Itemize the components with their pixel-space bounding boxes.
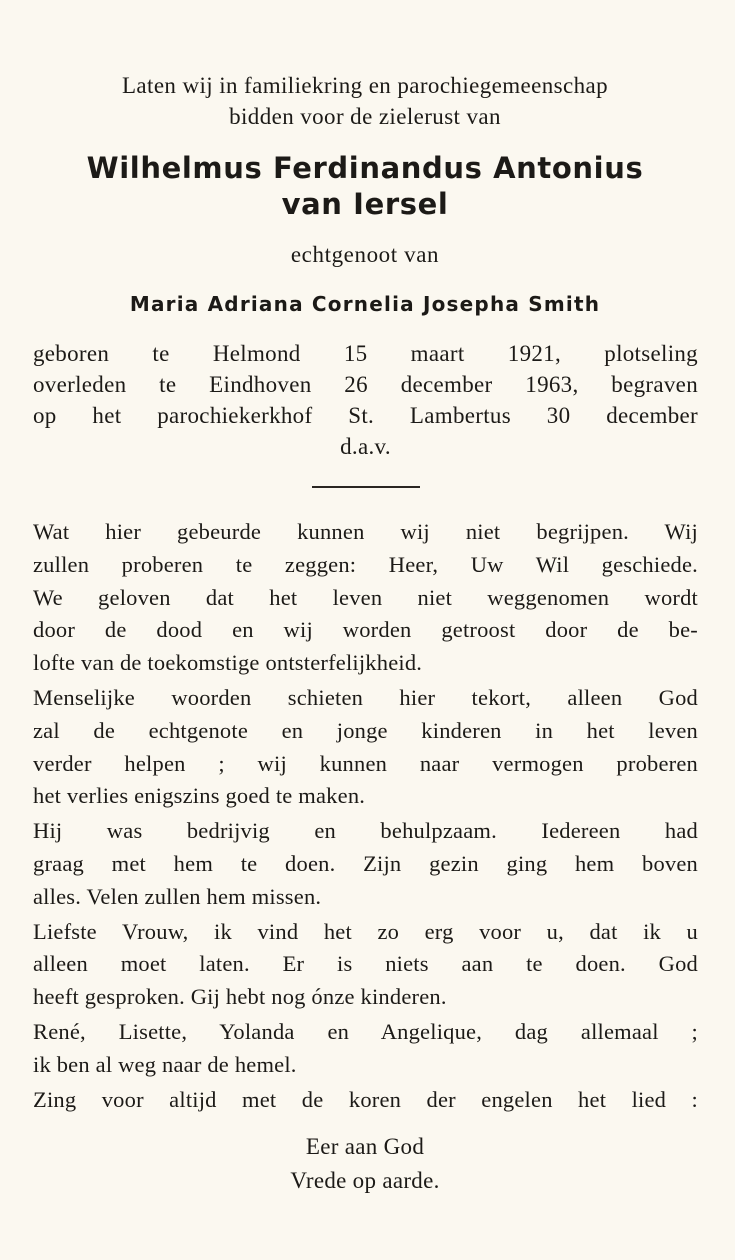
- text-line: Hij was bedrijvig en behulpzaam. Iedereen had: [33, 818, 698, 844]
- text-line: Zing voor altijd met de koren der engelen het lied :: [33, 1086, 698, 1112]
- life-details-line: op het parochiekerkhof St. Lambertus 30 december: [33, 403, 698, 428]
- divider: [312, 486, 420, 488]
- text-line: alleen moet laten. Er is niets aan te doen. God: [33, 951, 698, 977]
- text-line: het verlies enigszins goed te maken.: [33, 783, 366, 809]
- paragraph: [33, 1016, 698, 1082]
- text-line: heeft gesproken. Gij hebt nog ónze kinderen.: [33, 984, 447, 1010]
- paragraph: [33, 516, 698, 680]
- paragraph: [33, 1084, 698, 1117]
- text-line: verder helpen ; wij kunnen naar vermogen proberen: [33, 750, 698, 776]
- life-details-line: geboren te Helmond 15 maart 1921, plotseling: [33, 341, 698, 366]
- intro-line: bidden voor de zielerust van: [229, 104, 501, 129]
- text-line: zullen proberen te zeggen: Heer, Uw Wil geschiede.: [33, 551, 698, 577]
- closing-verse: [30, 1130, 700, 1198]
- text-line: zal de echtgenote en jonge kinderen in het leven: [33, 717, 698, 743]
- text-line: door de dood en wij worden getroost door de be-: [33, 617, 698, 643]
- paragraph: [33, 916, 698, 1014]
- life-details-line: d.a.v.: [340, 434, 391, 459]
- intro-text: [30, 70, 700, 132]
- text-line: Liefste Vrouw, ik vind het zo erg voor u, dat ik u: [33, 918, 698, 944]
- text-line: ik ben al weg naar de hemel.: [33, 1051, 297, 1077]
- text-line: Wat hier gebeurde kunnen wij niet begrijpen. Wij: [33, 519, 698, 544]
- life-details: [33, 338, 698, 462]
- intro-line: Laten wij in familiekring en parochiegemeenschap: [121, 73, 609, 98]
- text-line: We geloven dat het leven niet weggenomen wordt: [33, 584, 698, 610]
- memorial-text: [33, 516, 698, 1116]
- spouse-intro: echtgenoot van: [290, 242, 440, 267]
- text-line: lofte van de toekomstige ontsterfelijkheid.: [33, 650, 423, 676]
- life-details-line: overleden te Eindhoven 26 december 1963, begraven: [33, 372, 698, 397]
- text-line: alles. Velen zullen hem missen.: [33, 883, 322, 909]
- deceased-name-line: van Iersel: [281, 187, 449, 221]
- text-line: Menselijke woorden schieten hier tekort, alleen God: [33, 684, 698, 710]
- deceased-name: [30, 150, 700, 222]
- text-line: René, Lisette, Yolanda en Angelique, dag allemaal ;: [33, 1018, 698, 1044]
- closing-line: Eer aan God: [305, 1134, 425, 1159]
- text-line: graag met hem te doen. Zijn gezin ging hem boven: [33, 850, 698, 876]
- closing-line: Vrede op aarde.: [290, 1168, 440, 1193]
- paragraph: [33, 815, 698, 913]
- paragraph: [33, 682, 698, 813]
- deceased-name-line: Wilhelmus Ferdinandus Antonius: [86, 151, 644, 185]
- spouse-name: Maria Adriana Cornelia Josepha Smith: [129, 292, 601, 316]
